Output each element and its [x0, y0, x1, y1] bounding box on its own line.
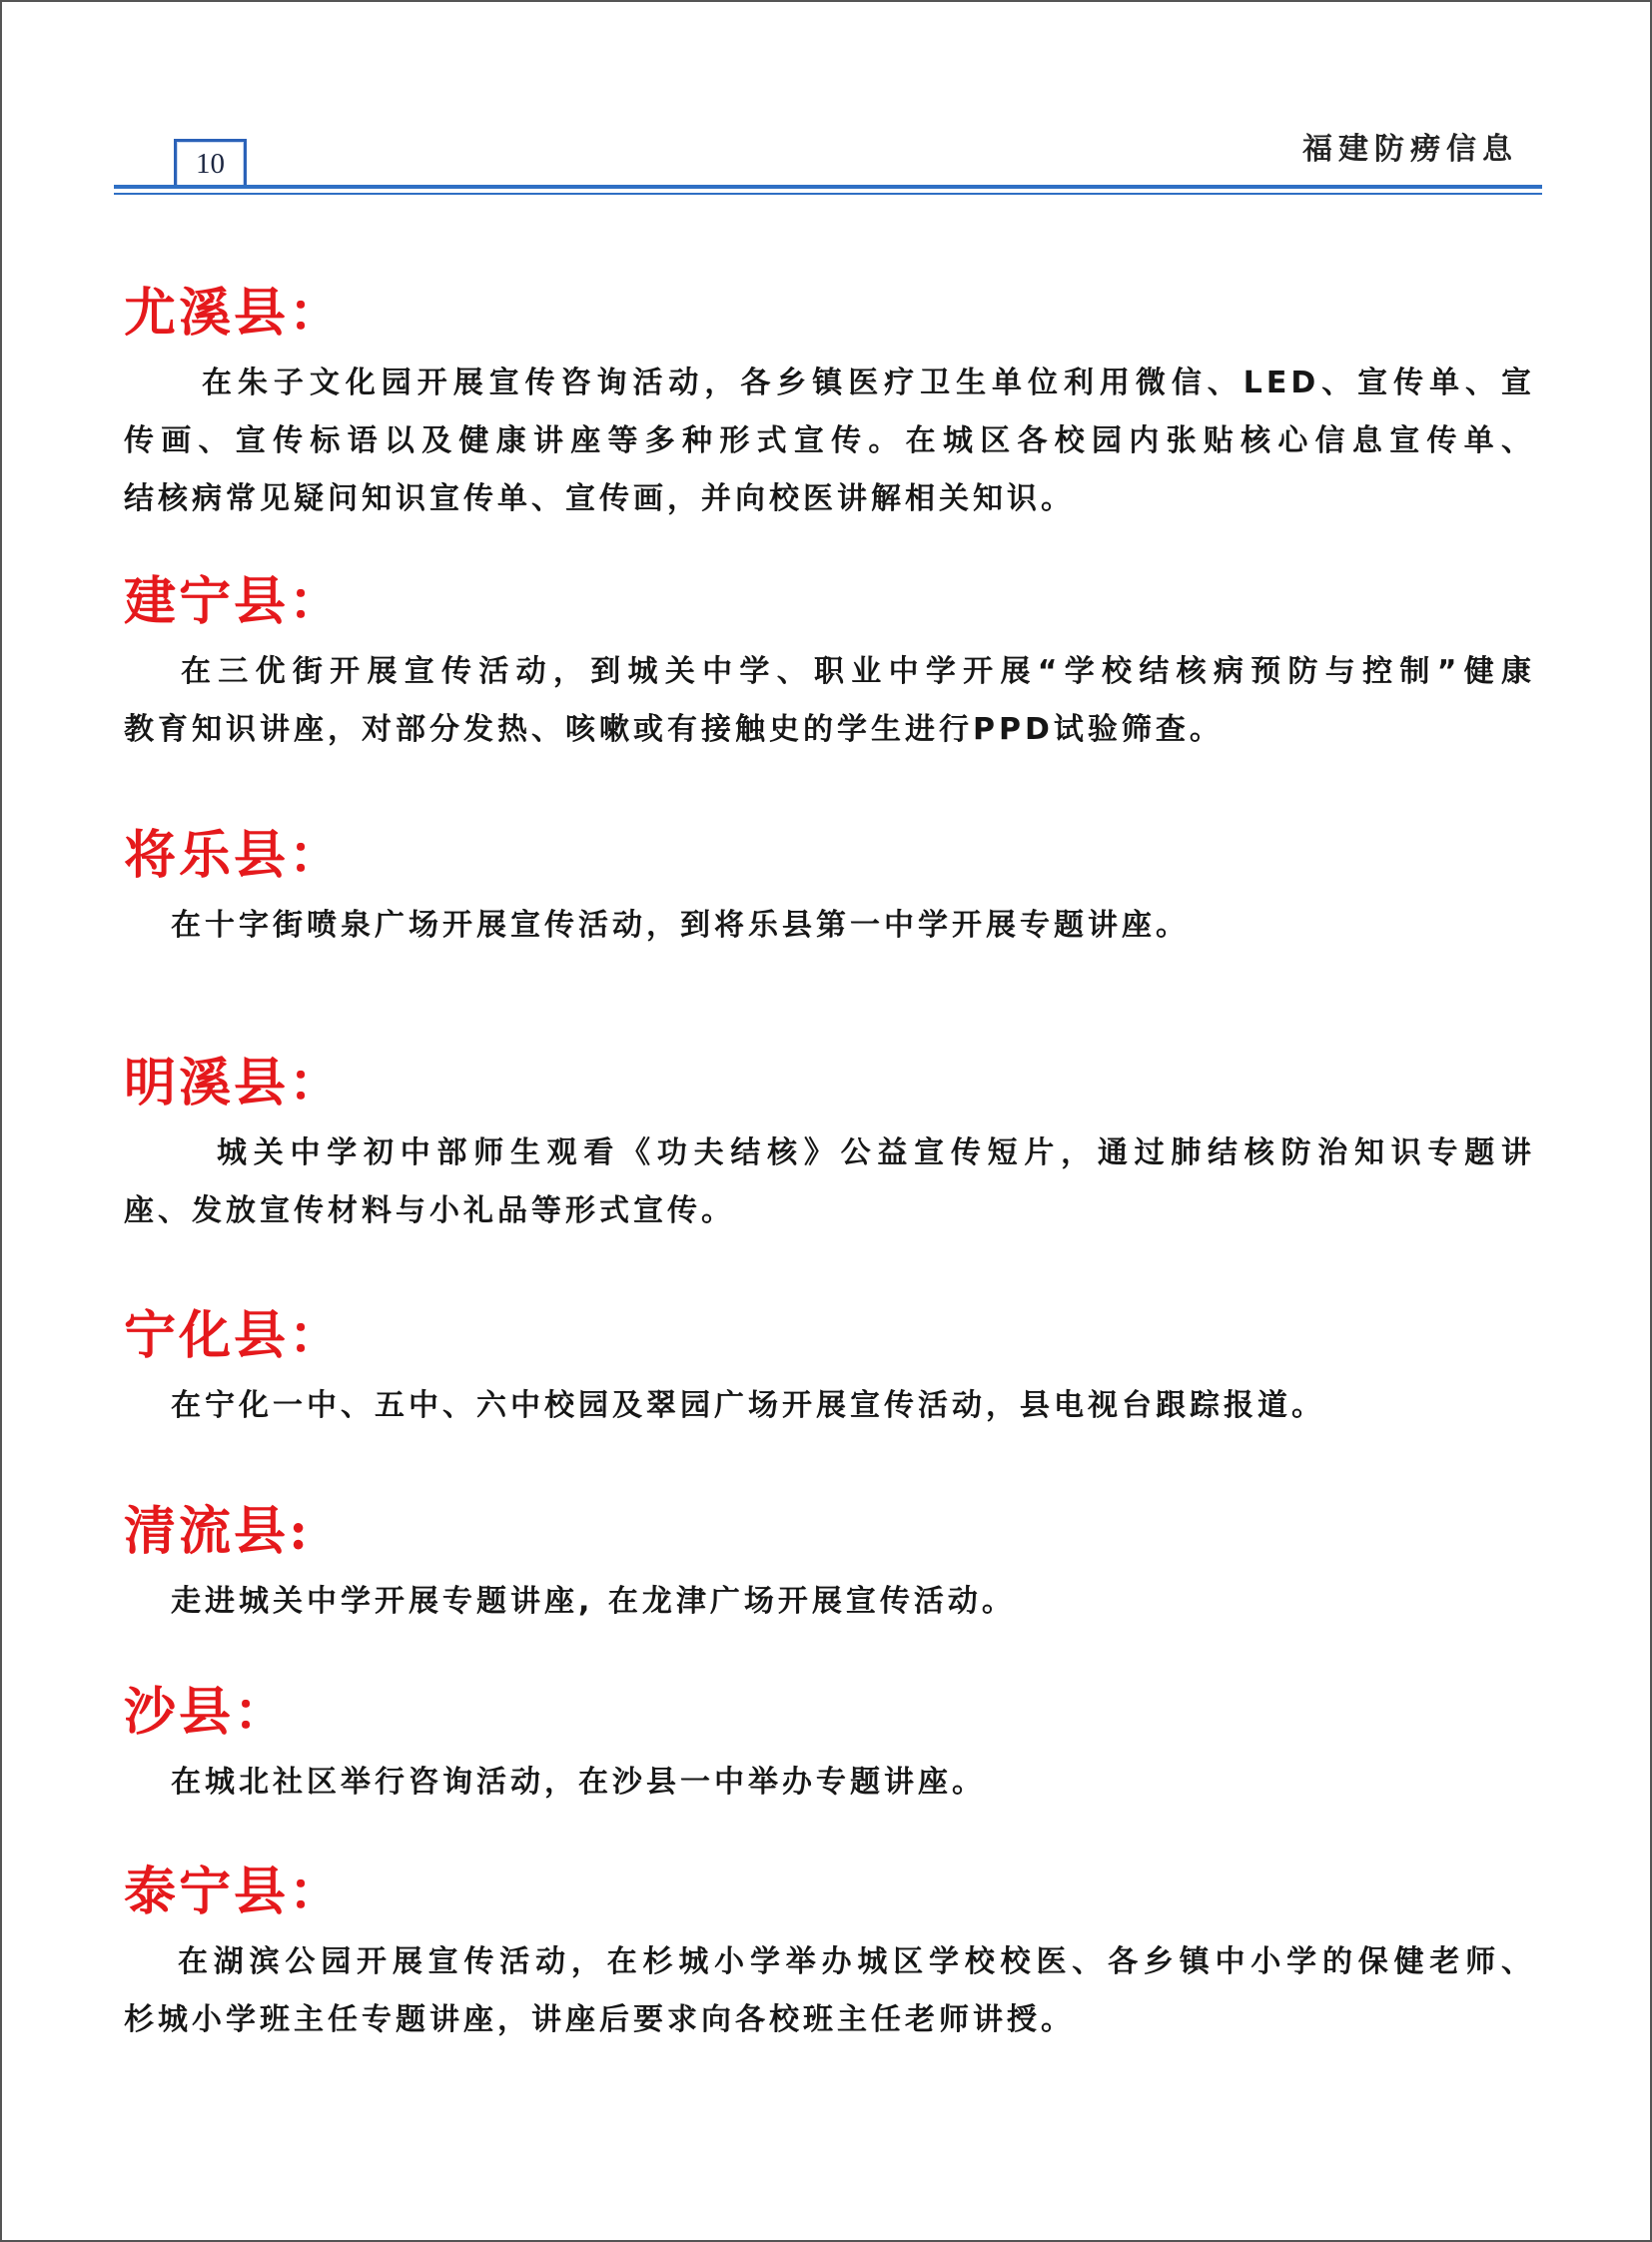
- paragraph-line: 在十字街喷泉广场开展宣传活动，到将乐县第一中学开展专题讲座。: [171, 908, 1190, 943]
- section-heading: 清流县:: [124, 1501, 312, 1562]
- paragraph-line: 结核病常见疑问知识宣传单、宣传画，并向校医讲解相关知识。: [124, 481, 1075, 516]
- section-jiangle: [124, 826, 1535, 955]
- section-paragraph: [124, 1377, 1535, 1435]
- section-youxi: [124, 284, 1535, 528]
- paragraph-line: 城关中学初中部师生观看《功夫结核》公益宣传短片，通过肺结核防治知识专题讲: [217, 1135, 1535, 1170]
- section-taining: [124, 1863, 1535, 2049]
- publication-title: 福建防痨信息: [1302, 132, 1518, 167]
- paragraph-line: 在宁化一中、五中、六中校园及翠园广场开展宣传活动，县电视台跟踪报道。: [171, 1388, 1325, 1423]
- section-heading: 泰宁县：: [124, 1862, 345, 1922]
- page-number: 10: [196, 148, 225, 180]
- paragraph-line: 座、发放宣传材料与小礼品等形式宣传。: [124, 1193, 735, 1228]
- section-heading: 宁化县：: [124, 1305, 345, 1366]
- paragraph-line: 教育知识讲座，对部分发热、咳嗽或有接触史的学生进行PPD试验筛查。: [124, 712, 1224, 747]
- page-number-badge: [174, 139, 247, 187]
- section-mingxi: [124, 1054, 1535, 1240]
- section-paragraph: [124, 1124, 1535, 1240]
- section-paragraph: [124, 643, 1535, 759]
- paragraph-line: 在湖滨公园开展宣传活动，在杉城小学举办城区学校校医、各乡镇中小学的保健老师、: [178, 1944, 1535, 1979]
- section-heading: 尤溪县：: [124, 283, 345, 344]
- header-rule-thin: [114, 193, 1542, 195]
- paragraph-line: 在三优街开展宣传活动，到城关中学、职业中学开展“学校结核病预防与控制”健康: [181, 654, 1535, 689]
- section-qingliu: [124, 1502, 1535, 1631]
- section-ninghua: [124, 1306, 1535, 1435]
- paragraph-line: 杉城小学班主任专题讲座，讲座后要求向各校班主任老师讲授。: [124, 2002, 1075, 2037]
- paragraph-line: 走进城关中学开展专题讲座, 在龙津广场开展宣传活动。: [171, 1584, 1016, 1619]
- paragraph-line: 传画、宣传标语以及健康讲座等多种形式宣传。在城区各校园内张贴核心信息宣传单、: [124, 423, 1535, 458]
- section-paragraph: [124, 1754, 1535, 1812]
- paragraph-line: 在城北社区举行咨询活动，在沙县一中举办专题讲座。: [171, 1765, 986, 1800]
- section-paragraph: [124, 1573, 1535, 1631]
- header-rule: [114, 185, 1542, 189]
- section-heading: 沙县：: [124, 1682, 290, 1743]
- section-paragraph: [124, 355, 1535, 528]
- section-heading: 建宁县：: [124, 571, 345, 632]
- section-jianning: [124, 572, 1535, 759]
- section-paragraph: [124, 1933, 1535, 2049]
- section-paragraph: [124, 897, 1535, 955]
- section-shaxian: [124, 1683, 1535, 1812]
- paragraph-line: 在朱子文化园开展宣传咨询活动，各乡镇医疗卫生单位利用微信、LED、宣传单、宣: [202, 366, 1535, 400]
- section-heading: 明溪县：: [124, 1053, 345, 1114]
- section-heading: 将乐县：: [124, 825, 345, 886]
